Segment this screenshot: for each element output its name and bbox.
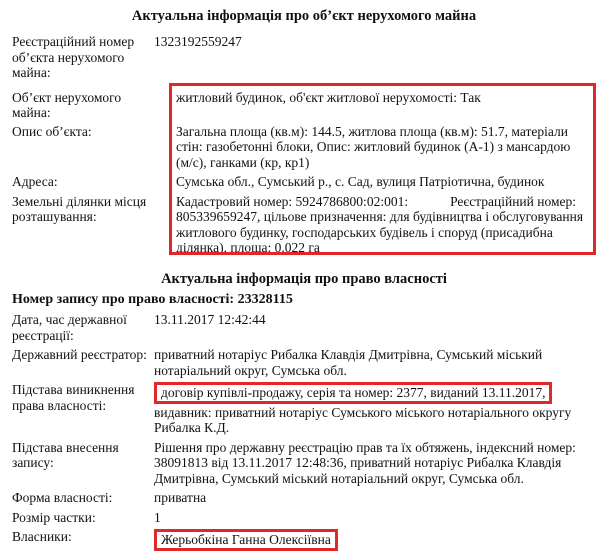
row-property-object <box>12 90 596 121</box>
field-label: Реєстраційний номер об’єкта нерухомого майна: <box>12 34 135 80</box>
row-registration-datetime <box>12 312 596 343</box>
field-value: 1323192559247 <box>154 34 242 49</box>
field-value: приватна <box>154 490 207 505</box>
field-label: Державний реєстратор: <box>12 347 147 362</box>
row-record-basis <box>12 440 596 487</box>
field-label: Земельні ділянки місця розташування: <box>12 193 147 224</box>
field-label: Власники: <box>12 529 72 544</box>
field-label: Об’єкт нерухомого майна: <box>12 89 122 120</box>
field-value: Рішення про державну реєстрацію прав та їх обтяжень, індексний номер: 38091813 від 13.11.2017 12:48:36, приватний нотаріус Рибалка Клавдія Дмитрівна, Сумський міський нотаріальний округ, Сумська обл. <box>154 439 576 486</box>
highlighted-property-group <box>12 90 596 256</box>
section2-title: Актуальна інформація про право власності <box>161 270 447 287</box>
field-label: Розмір частки: <box>12 509 96 525</box>
cadastral-number: Кадастровий номер: 5924786800:02:001: <box>176 193 409 209</box>
land-registration-details: Реєстраційний номер: 805339659247, цільове призначення: для будівництва і обслуговування житлового будинку, господарських будівель і споруд (присадибна ділянка), площа: 0.022 га <box>176 193 584 255</box>
row-property-description <box>12 124 596 171</box>
field-value <box>154 382 596 436</box>
row-ownership-form <box>12 490 596 506</box>
field-label: Підстава виникнення права власності: <box>12 382 135 413</box>
field-value <box>154 529 596 552</box>
field-label: Форма власності: <box>12 490 113 505</box>
field-value <box>154 194 596 256</box>
row-ownership-basis <box>12 382 596 436</box>
row-land-parcels <box>12 194 596 256</box>
section1-title: Актуальна інформація про об’єкт нерухомого майна <box>131 8 477 24</box>
row-registration-number <box>12 34 596 81</box>
basis-rest-text: видавник: приватний нотаріус Сумського міського нотаріального округу Рибалка К.Д. <box>154 404 572 435</box>
field-value: 13.11.2017 12:42:44 <box>154 312 266 327</box>
row-owners <box>12 529 596 552</box>
field-label: Адреса: <box>12 174 58 189</box>
field-label: Підстава внесення запису: <box>12 439 119 470</box>
field-label: Дата, час державної реєстрації: <box>12 312 127 343</box>
row-share-size <box>12 510 596 526</box>
field-value: житловий будинок, об'єкт житлової нерухомості: Так <box>176 89 481 105</box>
row-address <box>12 174 596 190</box>
field-value: 1 <box>154 509 161 525</box>
field-label: Опис об’єкта: <box>12 123 92 139</box>
red-annotation-box-owner: Жерьобкіна Ганна Олексіївна <box>154 529 338 551</box>
field-value: Загальна площа (кв.м): 144.5, житлова площа (кв.м): 51.7, матеріали стін: газобетонні блоки, Опис: житловий будинок (А-1) з мансардою (м/с), ганками (кр, кр1) <box>176 123 571 170</box>
row-state-registrar <box>12 347 596 378</box>
ownership-record-number: Номер запису про право власності: 23328115 <box>12 291 293 307</box>
red-annotation-box-basis: договір купівлі-продажу, серія та номер: 2377, виданий 13.11.2017, <box>154 382 552 404</box>
property-registry-document <box>12 8 596 552</box>
field-value: Сумська обл., Сумський р., с. Сад, вулиця Патріотична, будинок <box>176 174 545 189</box>
field-value: приватний нотаріус Рибалка Клавдія Дмитрівна, Сумський міський нотаріальний округ, Сумська обл. <box>154 347 543 378</box>
